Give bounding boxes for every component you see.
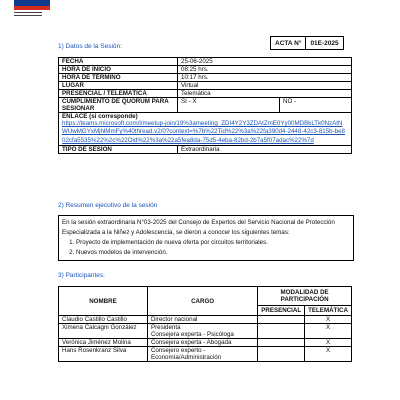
tipo-label: TIPO DE SESIÓN: [59, 145, 178, 153]
executive-summary: [58, 215, 354, 261]
quorum-no: NO -: [280, 98, 352, 113]
summary-intro: En la sesión extraordinaria N°03-2025 del Consejo de Expertos del Servicio Nacional de Protección Especializada a la Niñez y Adolescencia, se dieron a conocer los siguientes temas:: [62, 219, 335, 236]
table-row: [59, 58, 352, 66]
modalidad-value: Telemática: [178, 90, 352, 98]
summary-list: [62, 238, 350, 258]
section-title-session-data: 1) Datos de la Sesión:: [58, 43, 122, 50]
table-row: [59, 145, 352, 153]
section-title-participants: 3) Participantes:: [58, 272, 105, 279]
participants-table: [58, 286, 352, 362]
table-row: [59, 74, 352, 82]
participant-name: Claudio Castillo Castillo: [59, 316, 148, 324]
table-row: [59, 113, 352, 146]
quorum-label: CUMPLIMIENTO DE QUÓRUM PARA SESIONAR: [59, 98, 178, 113]
participant-telematica: X: [305, 339, 352, 347]
participant-role: Economía/Administración: [150, 354, 222, 361]
participant-presencial: [258, 347, 305, 362]
hora-termino-label: HORA DE TÉRMINO: [59, 74, 178, 82]
modalidad-label: PRESENCIAL / TELEMÁTICA: [59, 90, 178, 98]
participant-role: Consejera experta - Abogada: [147, 339, 257, 347]
lugar-value: Virtual: [178, 82, 352, 90]
institution-logo: [14, 0, 50, 14]
table-row: [59, 316, 352, 324]
fecha-label: FECHA: [59, 58, 178, 66]
lugar-label: LUGAR: [59, 82, 178, 90]
participant-telematica: X: [305, 324, 352, 339]
table-row: [59, 90, 352, 98]
list-item: 2. Nuevos modelos de intervención.: [76, 248, 350, 258]
session-data-table: [58, 57, 352, 154]
participant-presencial: [258, 339, 305, 347]
table-row: [59, 324, 352, 339]
participant-name: Verónica Jiménez Molina: [59, 339, 148, 347]
table-row: [59, 347, 352, 362]
section-title-summary: 2) Resumen ejecutivo de la sesión: [58, 202, 158, 209]
meeting-link[interactable]: https://teams.microsoft.com/l/meetup-join/19%3ameeting_ZDI4Y2Y3ZDAtZmE0Yy00MDBkLTk0NzAtNWUwMGYxMjhlMmFy%40thread.v2/0?context=%7b%22Tid%22%3a%22fa390d4-2448-42c3-815b-be802cfa5535%22%2c%22Oid%22%3a%22a5fea8da-75d5-4eba-82bd-2b7a5f07adac%22%7d: [62, 120, 346, 144]
participant-presencial: [258, 324, 305, 339]
participant-role: Director nacional: [147, 316, 257, 324]
header-modalidad: MODALIDAD DE PARTICIPACIÓN: [258, 287, 352, 306]
hora-inicio-label: HORA DE INICIO: [59, 66, 178, 74]
participant-role: Consejera experta - Psicóloga: [150, 331, 234, 338]
acta-number: 01E-2025: [306, 37, 343, 50]
fecha-value: 25-06-2025: [178, 58, 352, 66]
participant-telematica: X: [305, 347, 352, 362]
header-presencial: PRESENCIAL: [258, 305, 305, 315]
header-nombre: NOMBRE: [59, 287, 148, 316]
enlace-label: ENLACE (si corresponde): [62, 113, 138, 120]
tipo-value: Extraordinaria: [178, 145, 352, 153]
participant-role: Consejero experto -: [150, 347, 206, 354]
table-row: [59, 66, 352, 74]
participant-name: Hans Rosenkranz Silva: [59, 347, 148, 362]
table-row: [59, 98, 352, 113]
acta-number-box: [270, 36, 344, 50]
table-row: [59, 339, 352, 347]
participant-name: Ximena Calcagni González: [59, 324, 148, 339]
participant-role: Presidenta: [150, 324, 181, 331]
table-row: [59, 82, 352, 90]
hora-inicio-value: 08:25 hrs.: [178, 66, 352, 74]
acta-label: ACTA N°: [271, 37, 306, 50]
hora-termino-value: 10:17 hrs.: [178, 74, 352, 82]
participant-presencial: [258, 316, 305, 324]
quorum-si: SI - X: [178, 98, 280, 113]
list-item: 1. Proyecto de implementación de nueva oferta por circuitos territoriales.: [76, 238, 350, 248]
participant-telematica: X: [305, 316, 352, 324]
header-telematica: TELEMÁTICA: [305, 305, 352, 315]
header-cargo: CARGO: [147, 287, 257, 316]
